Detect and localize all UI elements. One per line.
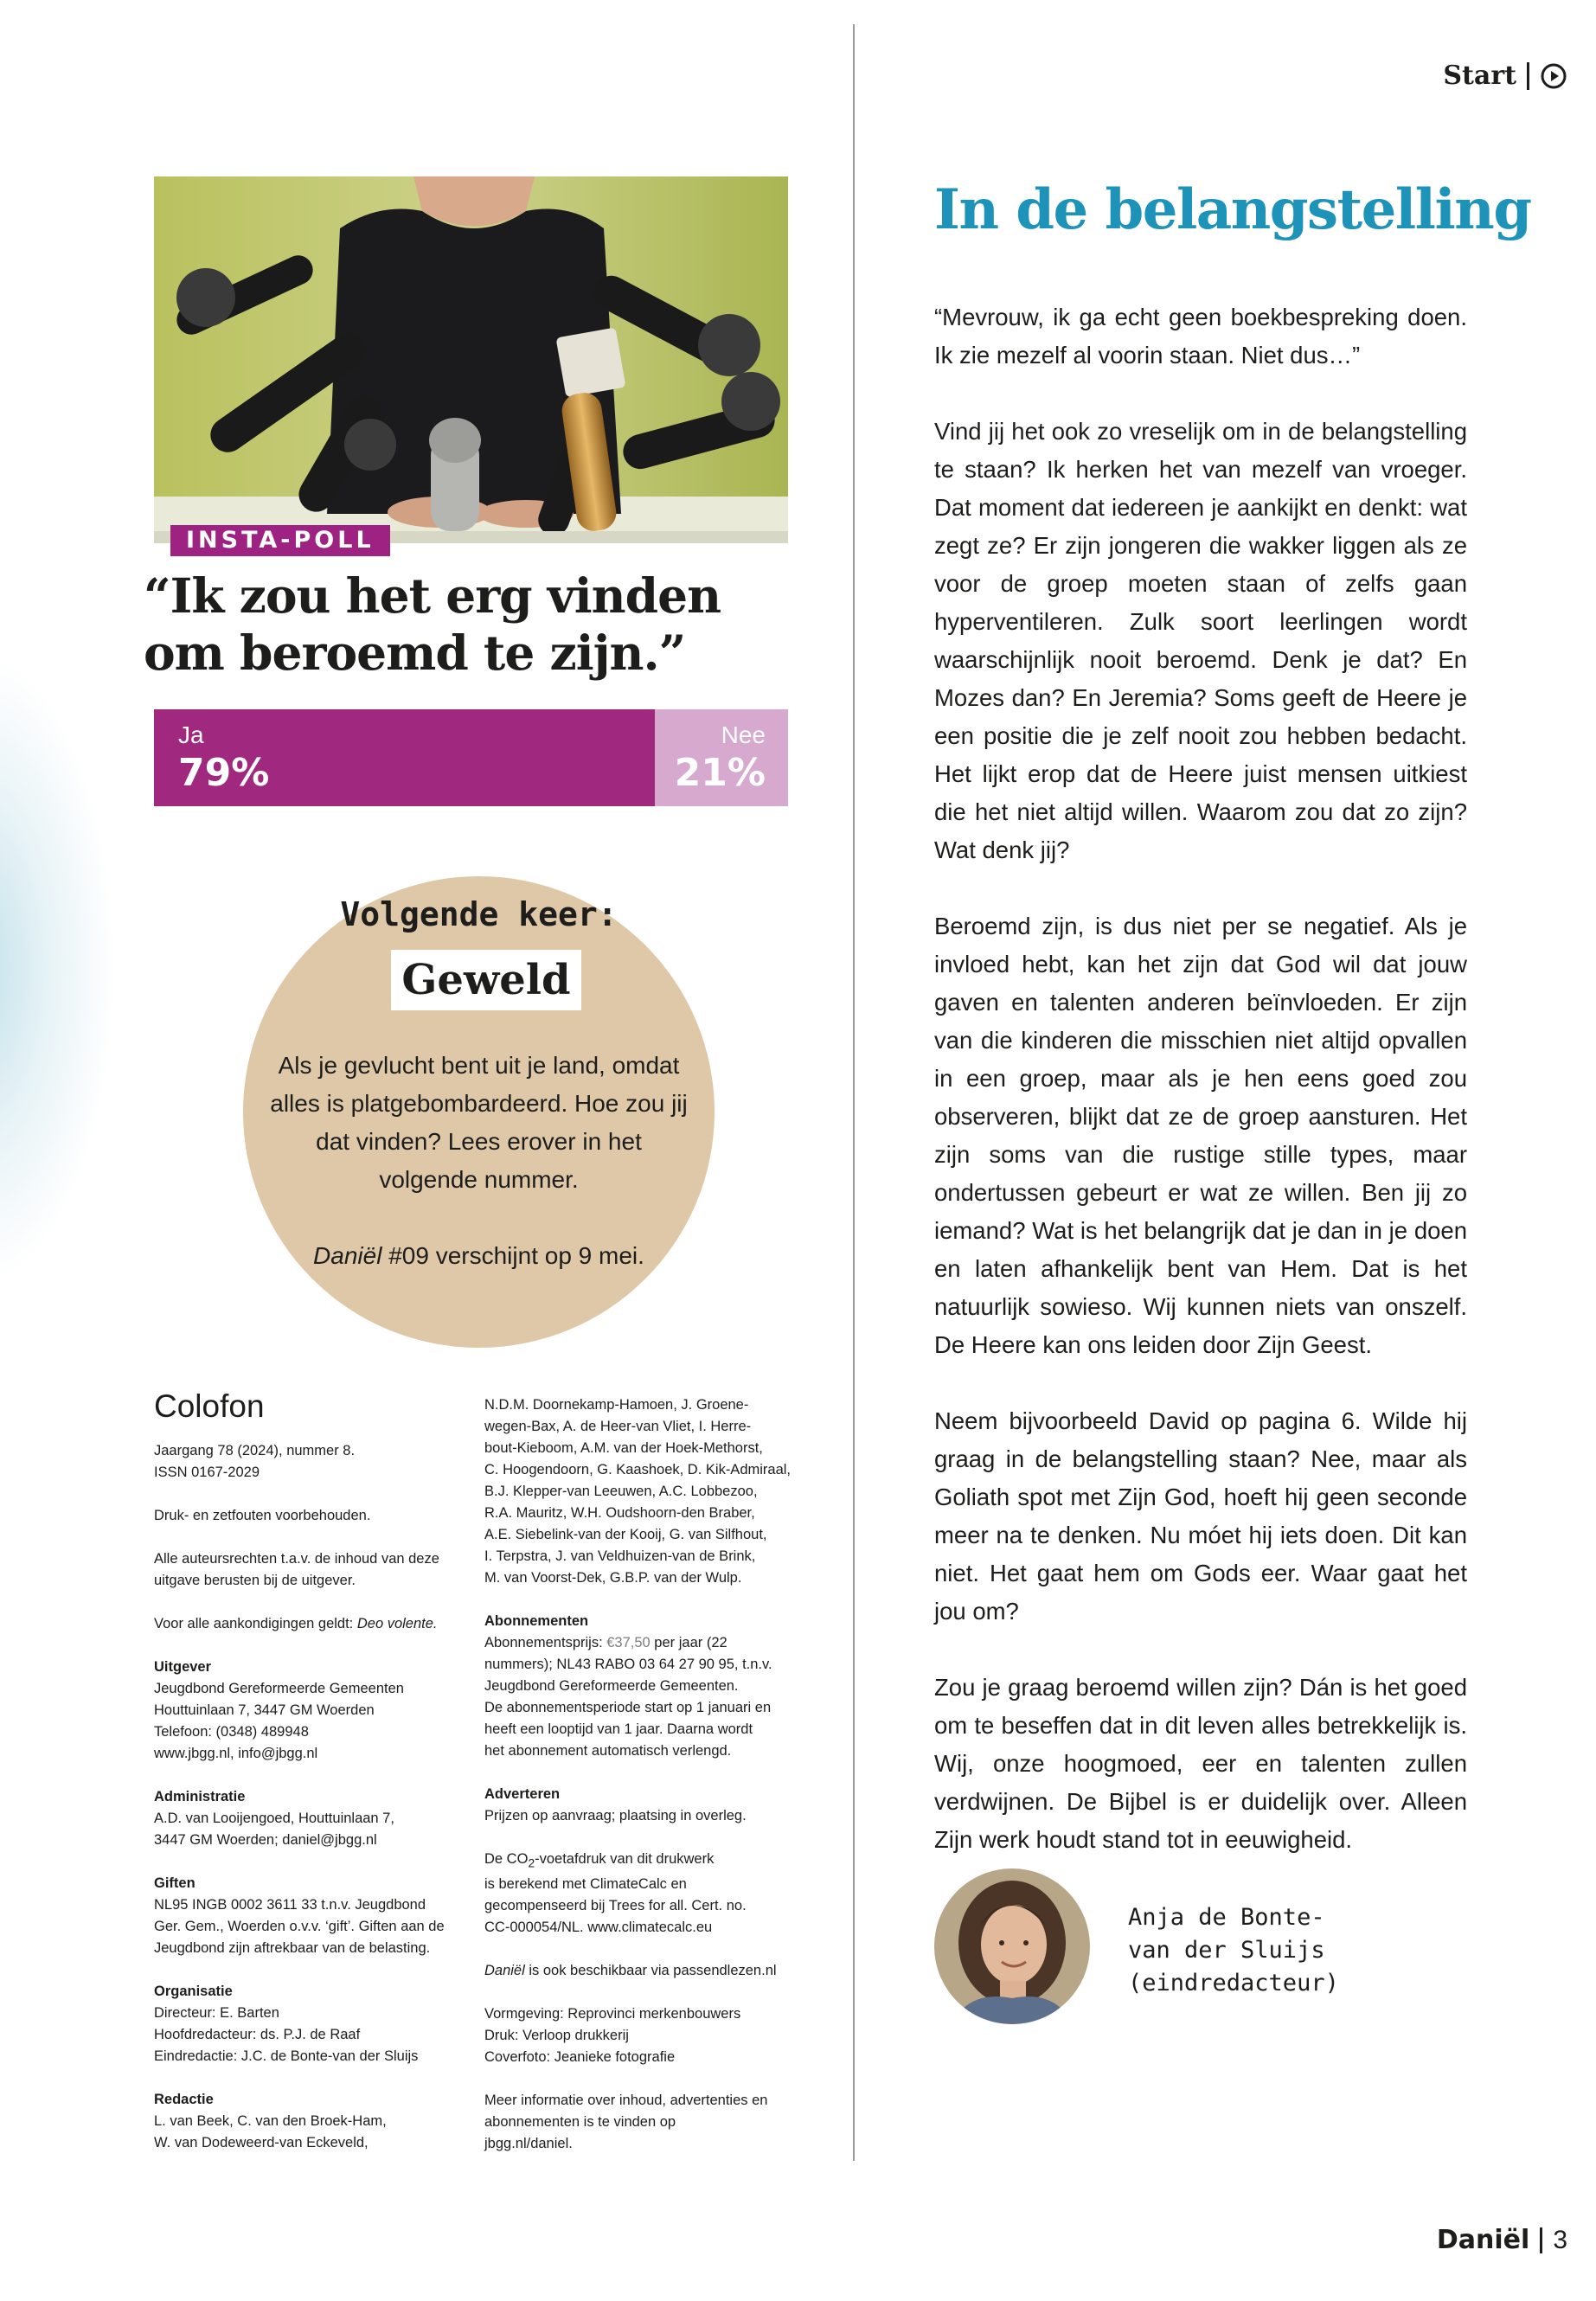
- colofon-line: A.D. van Looijengoed, Houttuinlaan 7,: [154, 1811, 394, 1826]
- next-issue-heading: Volgende keer:: [340, 895, 618, 933]
- colofon-magazine-name: Daniël: [484, 1963, 525, 1979]
- colofon-line: is berekend met ClimateCalc en: [484, 1876, 687, 1893]
- colofon-line: Hoofdredacteur: ds. P.J. de Raaf: [154, 2027, 361, 2042]
- colofon-line: De abonnementsperiode start op 1 januari en: [484, 1700, 772, 1715]
- author-name: [1128, 1901, 1388, 2000]
- author-name-line2: van der Sluijs: [1128, 1937, 1325, 1964]
- nav-separator: [1527, 62, 1529, 90]
- colofon-line: W. van Dodeweerd-van Eckeveld,: [154, 2135, 369, 2150]
- article-paragraph: Zou je graag beroemd willen zijn? Dán is het goed om te beseffen dat in dit leven alles betrekkelijk is. Wij, onze hoogmoed, eer en talenten zullen verdwijnen. De Bijbel is er duidelijk over. Alleen Zijn werk houdt stand tot in eeuwigheid.: [934, 1674, 1467, 1853]
- colofon-prijs-suffix: per jaar (22: [650, 1635, 727, 1650]
- poll-yes-value: 79%: [178, 751, 270, 795]
- colofon-line: NL95 INGB 0002 3611 33 t.n.v. Jeugdbond: [154, 1897, 426, 1913]
- colofon-line: A.E. Siebelink-van der Kooij, G. van Silfhout,: [484, 1527, 767, 1542]
- colofon-issn: ISSN 0167-2029: [154, 1465, 260, 1480]
- magazine-name: Daniël: [313, 1242, 382, 1269]
- colofon-line: M. van Voorst-Dek, G.B.P. van der Wulp.: [484, 1570, 742, 1586]
- colofon-line: gecompenseerd bij Trees for all. Cert. no.: [484, 1898, 747, 1914]
- colofon-line: Druk: Verloop drukkerij: [484, 2028, 629, 2044]
- author-role: (eindredacteur): [1128, 1970, 1339, 1997]
- poll-no-value: 21%: [674, 751, 766, 795]
- colofon-druk: Druk- en zetfouten voorbehouden.: [154, 1508, 371, 1523]
- colofon-rechten: Alle auteursrechten t.a.v. de inhoud van deze uitgave berusten bij de uitgever.: [154, 1551, 439, 1588]
- colofon-line: wegen-Bax, A. de Heer-van Vliet, I. Herre-: [484, 1419, 752, 1434]
- page-footer: [1437, 2225, 1567, 2255]
- colofon-line: bout-Kieboom, A.M. van der Hoek-Methorst,: [484, 1440, 763, 1456]
- poll-no-label: Nee: [721, 721, 766, 748]
- poll-quote: “Ik zou het erg vinden om beroemd te zijn.”: [144, 567, 721, 681]
- colofon-line: het abonnement automatisch verlengd.: [484, 1743, 732, 1759]
- colofon-beschikbaar: is ook beschikbaar via passendlezen.nl: [524, 1963, 777, 1979]
- start-nav[interactable]: [1443, 61, 1567, 91]
- colofon-line: CC-000054/NL. www.climatecalc.eu: [484, 1920, 713, 1936]
- next-issue-topic: Geweld: [391, 950, 581, 1010]
- article-paragraph: Beroemd zijn, is dus niet per se negatief. Als je invloed hebt, kan het zijn dat God wil dat jouw gaven en talenten anderen beïnvloeden. Er zijn van die kinderen die misschien niet altijd opvallen in een groep, maar als je hen eens goed zou observeren, blijkt dat ze de groep aansturen. Het zijn soms van die rustige stille types, maar ondertussen gebeurt er wat ze willen. Ben jij zo iemand? Wat is het belangrijk dat je dan in je doen en laten afhankelijk bent van Hem. Dat is het natuurlijk sowieso. Wij kunnen niets van onszelf. De Heere kan ons leiden door Zijn Geest.: [934, 913, 1467, 1358]
- colofon-line: Prijzen op aanvraag; plaatsing in overleg.: [484, 1808, 747, 1823]
- colofon-line: [484, 1849, 822, 1874]
- colofon-line: I. Terpstra, J. van Veldhuizen-van de Brink,: [484, 1548, 756, 1564]
- colofon-line: Directeur: E. Barten: [154, 2005, 279, 2021]
- colofon-heading-administratie: Administratie: [154, 1789, 246, 1804]
- colofon-heading-uitgever: Uitgever: [154, 1659, 212, 1675]
- next-issue-date-text: #09 verschijnt op 9 mei.: [381, 1242, 644, 1269]
- colofon-line: Telefoon: (0348) 489948: [154, 1724, 309, 1740]
- author-name-line1: Anja de Bonte-: [1128, 1904, 1325, 1931]
- colofon-deo-volente: Deo volente.: [356, 1616, 438, 1631]
- colofon-column-left: [154, 1440, 474, 2176]
- colofon-line: L. van Beek, C. van den Broek-Ham,: [154, 2113, 387, 2129]
- colofon-line: Meer informatie over inhoud, advertenties en: [484, 2093, 768, 2109]
- author-avatar: [934, 1868, 1090, 2024]
- colofon-prijs-label: Abonnementsprijs:: [484, 1635, 607, 1650]
- article-paragraph: Vind jij het ook zo vreselijk om in de belangstelling te staan? Ik herken het van mezelf van vroeger. Dat moment dat iedereen je aankijkt en denkt: wat zegt ze? Er zijn jongeren die wakker liggen als ze voor de groep moeten staan of zelfs gaan hyperventileren. Zulk soort leerlingen wordt waarschijnlijk nooit beroemd. Denk je dat? En Mozes dan? En Jeremia? Soms geeft de Heere je een positie die je zelf nooit zou hebben bedacht. Het lijkt erop dat de Heere juist mensen uitkiest die het niet altijd willen. Waarom zou dat zo zijn? Wat denk jij?: [934, 418, 1467, 863]
- colofon-line: Jeugdbond Gereformeerde Gemeenten: [154, 1681, 404, 1696]
- colofon-co2-sub: 2: [528, 1856, 535, 1870]
- colofon-line: Jeugdbond Gereformeerde Gemeenten.: [484, 1678, 739, 1694]
- colofon-line: Houttuinlaan 7, 3447 GM Woerden: [154, 1702, 375, 1718]
- colofon-line: abonnementen is te vinden op: [484, 2114, 676, 2131]
- colofon-line: www.jbgg.nl, info@jbgg.nl: [154, 1746, 318, 1761]
- colofon-line: heeft een looptijd van 1 jaar. Daarna wordt: [484, 1721, 753, 1737]
- colofon-heading-organisatie: Organisatie: [154, 1984, 233, 1999]
- page-number: 3: [1553, 2225, 1567, 2254]
- article-paragraph: Neem bijvoorbeeld David op pagina 6. Wilde hij graag in de belangstelling staan? Nee, maar als Goliath spot met Zijn God, hoeft hij geen seconde meer na te denken. Nu móet hij iets doen. Dit kan niet. Het gaat hem om Gods eer. Waar gaat het jou om?: [934, 1407, 1467, 1625]
- colofon-line: jbgg.nl/daniel.: [484, 2136, 573, 2152]
- poll-yes-label: Ja: [178, 721, 204, 748]
- article-title: In de belangstelling: [934, 177, 1531, 242]
- next-issue-text: Als je gevlucht bent uit je land, omdat alles is platgebombardeerd. Hoe zou jij dat vinden? Lees erover in het volgende nummer.: [270, 1052, 688, 1193]
- colofon-line: R.A. Mauritz, W.H. Oudshoorn-den Braber,: [484, 1505, 755, 1521]
- colofon-line: [484, 1632, 822, 1654]
- colofon-jaargang: Jaargang 78 (2024), nummer 8.: [154, 1443, 356, 1458]
- colofon-line: C. Hoogendoorn, G. Kaashoek, D. Kik-Admiraal,: [484, 1462, 792, 1477]
- watercolor-decoration: [0, 657, 112, 1280]
- colofon-co2-prefix: De CO: [484, 1851, 529, 1867]
- play-circle-icon[interactable]: [1540, 62, 1567, 90]
- colofon-line: nummers); NL43 RABO 03 64 27 90 95, t.n.v.: [484, 1657, 772, 1672]
- colofon-line: N.D.M. Doornekamp-Hamoen, J. Groene-: [484, 1397, 749, 1413]
- colofon-aankondigingen: Voor alle aankondigingen geldt:: [154, 1616, 357, 1631]
- footer-magazine-name: Daniël: [1436, 2225, 1530, 2255]
- colofon-co2-suffix: -voetafdruk van dit drukwerk: [535, 1851, 715, 1867]
- colofon-heading-redactie: Redactie: [154, 2092, 214, 2107]
- colofon-line: 3447 GM Woerden; daniel@jbgg.nl: [154, 1832, 377, 1848]
- colofon-prijs: €37,50: [606, 1635, 651, 1650]
- colofon-line: Ger. Gem., Woerden o.v.v. ‘gift’. Giften aan de: [154, 1919, 445, 1934]
- insta-poll-tag: INSTA-POLL: [170, 525, 390, 556]
- microphones-photo: [154, 176, 788, 543]
- poll-bar-no: [655, 709, 788, 806]
- next-issue-date: [269, 1237, 689, 1275]
- start-label[interactable]: Start: [1443, 61, 1516, 91]
- colofon-heading-abonnementen: Abonnementen: [484, 1613, 589, 1629]
- footer-separator: [1540, 2227, 1542, 2253]
- column-divider: [853, 24, 855, 2161]
- colofon-line: B.J. Klepper-van Leeuwen, A.C. Lobbezoo,: [484, 1484, 758, 1499]
- colofon-heading-adverteren: Adverteren: [484, 1786, 561, 1802]
- poll-bar-yes: [154, 709, 655, 806]
- colofon-line: Eindredactie: J.C. de Bonte-van der Sluijs: [154, 2048, 419, 2064]
- article-paragraph: “Mevrouw, ik ga echt geen boekbespreking doen. Ik zie mezelf al voorin staan. Niet dus…”: [934, 304, 1467, 369]
- colofon-line: Jeugdbond zijn aftrekbaar van de belasting.: [154, 1940, 431, 1956]
- colofon-title: Colofon: [154, 1388, 265, 1424]
- article-body: [934, 298, 1467, 1897]
- colofon-line: Vormgeving: Reprovinci merkenbouwers: [484, 2006, 741, 2022]
- colofon-line: Coverfoto: Jeanieke fotografie: [484, 2049, 676, 2066]
- colofon-heading-giften: Giften: [154, 1875, 195, 1891]
- colofon-column-right: [484, 1394, 822, 2176]
